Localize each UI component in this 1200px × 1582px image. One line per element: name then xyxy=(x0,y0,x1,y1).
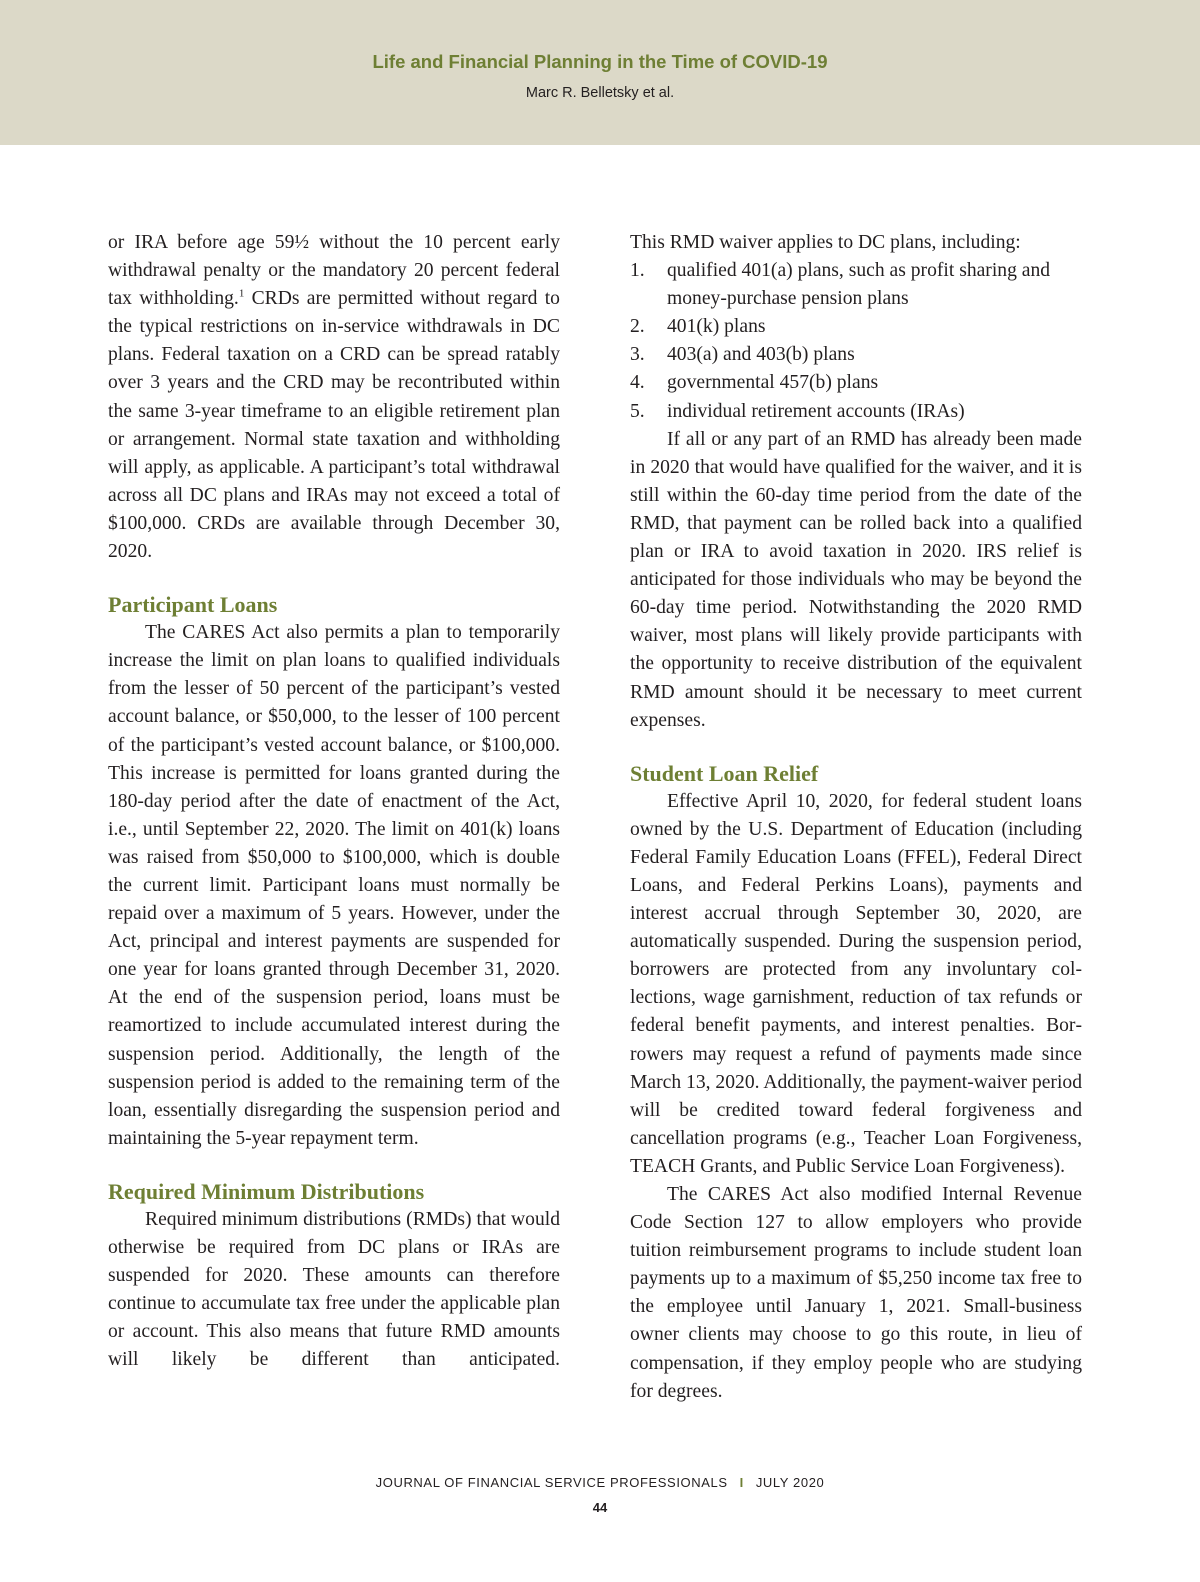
left-column xyxy=(108,229,560,1374)
heading-participant-loans: Participant Loans xyxy=(108,592,278,618)
list-item-text: governmental 457(b) plans xyxy=(667,372,879,394)
list-item-number: 2. xyxy=(630,316,645,338)
paragraph-student-loan-suspension: Effective April 10, 2020, for federal student loans owned by the U.S. Department of Education (including Federal Family Education Loans (FFEL), Federal Direct Loans, and Federal Perkins Loans), payments and interest accrual through September 30, 2020, are automatically suspended. During the suspension period, borrowers are protected from any involuntary collections, wage garnishment, reduction of tax refunds or federal benefit payments, and interest penalties. Borrowers may request a refund of payments made since March 13, 2020. Additionally, the payment-waiver period will be credited toward federal forgiveness and cancellation programs (e.g., Teacher Loan Forgiveness, TEACH Grants, and Public Service Loan Forgiveness). xyxy=(630,790,1082,1177)
header-title: Life and Financial Planning in the Time of COVID-19 xyxy=(372,51,828,72)
list-item-number: 1. xyxy=(630,260,645,282)
paragraph-rmd: Required minimum distributions (RMDs) that would otherwise be required from DC plans or IRAs are suspended for 2020. These amounts can therefore continue to accumulate tax free under the applicable plan or account. This also means that future RMD amounts will likely be different than anticipated. xyxy=(108,1208,560,1371)
list-item xyxy=(630,398,1082,426)
list-item-text: 401(k) plans xyxy=(667,316,766,338)
paragraph-crd xyxy=(108,229,560,566)
list-item-text: individual retirement accounts (IRAs) xyxy=(667,400,965,422)
list-item xyxy=(630,369,1082,397)
rmd-plan-list xyxy=(630,257,1082,426)
paragraph-crd-cont: CRDs are permitted without regard to the typical restrictions on in-service withdrawals in DC plans. Federal taxation on a CRD can be spread ratably over 3 years and the CRD may be recontributed within the same 3-year timeframe to an eligible retirement plan or arrangement. Normal state taxation and withholding will apply, as applicable. A participant’s total withdrawal across all DC plans and IRAs may not exceed a total of $100,000. CRDs are available through December 30, 2020. xyxy=(108,288,560,563)
list-item xyxy=(630,313,1082,341)
list-item-number: 5. xyxy=(630,400,645,422)
paragraph-section-127: The CARES Act also modified Internal Revenue Code Section 127 to allow employers who provide tuition reimbursement programs to include student loan payments up to a maximum of $5,250 income tax free to the employee until January 1, 2021. Small-business owner clients may choose to go this route, in lieu of compensation, if they employ people who are studying for degrees. xyxy=(630,1184,1082,1402)
running-header xyxy=(0,0,1200,145)
paragraph-crd-start: or IRA before age 59½ without the 10 percent early withdrawal penalty or the mandatory 20 percent federal tax withholding. xyxy=(108,232,560,310)
paragraph-participant-loans: The CARES Act also permits a plan to temporarily increase the limit on plan loans to qualified individuals from the lesser of 50 percent of the participant’s vested account balance, or $50,000, to the lesser of 100 percent of the participant’s vested account balance, or $100,000. This increase is permitted for loans granted during the 180-day period after the date of enactment of the Act, i.e., until September 22, 2020. The limit on 401(k) loans was raised from $50,000 to $100,000, which is double the current limit. Participant loans must normally be repaid over a maximum of 5 years. However, under the Act, principal and interest payments are suspended for one year for loans granted through December 31, 2020. At the end of the suspension period, loans must be reamortized to include accumulated interest during the suspension period. Additionally, the length of the suspension period is added to the remaining term of the loan, essentially disregarding the suspension period and maintaining the 5-year repayment term. xyxy=(108,622,560,1149)
heading-required-minimum-distributions: Required Minimum Distributions xyxy=(108,1178,425,1204)
paragraph-rmd-rollover: If all or any part of an RMD has already been made in 2020 that would have qualified for the waiver, and it is still within the 60-day time period from the date of the RMD, that payment can be rolled back into a qualified plan or IRA to avoid taxation in 2020. IRS relief is anticipated for those individuals who may be beyond the 60-day time period. Notwithstanding the 2020 RMD waiver, most plans will likely provide participants with the opportunity to receive distribution of the equivalent RMD amount should it be necessary to meet current expenses. xyxy=(630,428,1082,731)
list-item xyxy=(630,341,1082,369)
page-number: 44 xyxy=(592,1500,608,1515)
list-item-text: 403(a) and 403(b) plans xyxy=(667,344,855,366)
footer-journal: JOURNAL OF FINANCIAL SERVICE PROFESSIONALS xyxy=(375,1475,728,1490)
running-footer xyxy=(0,1475,1200,1490)
header-author: Marc R. Belletsky et al. xyxy=(525,85,675,101)
heading-student-loan-relief: Student Loan Relief xyxy=(630,760,819,786)
list-item-number: 3. xyxy=(630,344,645,366)
footnote-ref[interactable]: 1 xyxy=(238,287,245,300)
right-column xyxy=(630,229,1082,1406)
footer-separator: I xyxy=(739,1475,744,1490)
list-item-text: qualified 401(a) plans, such as profit sharing and money-purchase pension plans xyxy=(667,260,1051,310)
list-item xyxy=(630,257,1082,313)
list-item-number: 4. xyxy=(630,372,645,394)
paragraph-rmd-waiver: This RMD waiver applies to DC plans, including: xyxy=(630,232,1021,253)
footer-date: JULY 2020 xyxy=(755,1475,825,1490)
